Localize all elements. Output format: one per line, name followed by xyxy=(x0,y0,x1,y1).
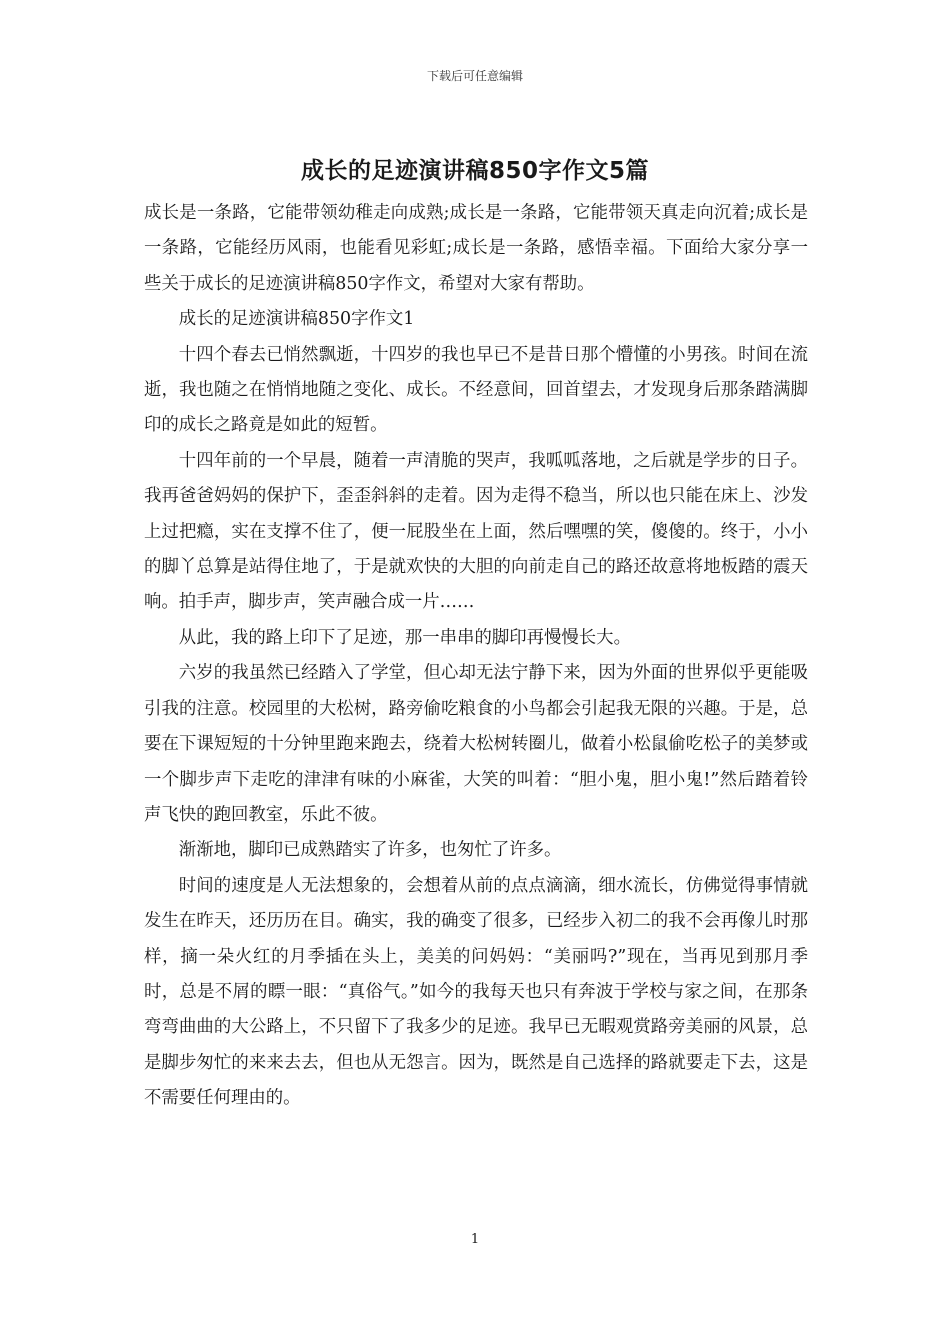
section-heading: 成长的足迹演讲稿850字作文1 xyxy=(178,309,415,330)
page-number: 1 xyxy=(470,1232,480,1247)
paragraph: 渐渐地，脚印已成熟踏实了许多，也匆忙了许多。 xyxy=(178,840,562,861)
paragraph: 时间的速度是人无法想象的，会想着从前的点点滴滴，细水流长，仿佛觉得事情就发生在昨天，还历历在目。确实，我的确变了很多，已经步入初二的我不会再像儿时那样，摘一朵火红的月季插在头上，美美的问妈妈：“美丽吗?”现在，当再见到那月季时，总是不屑的瞟一眼：“真俗气。”如今的我每天也只有奔波于学校与家之间，在那条弯弯曲曲的大公路上，不只留下了我多少的足迹。我早已无暇观赏路旁美丽的风景，总是脚步匆忙的来来去去，但也从无怨言。因为，既然是自己选择的路就要走下去，这是不需要任何理由的。 xyxy=(144,875,808,1109)
paragraph: 从此，我的路上印下了足迹，那一串串的脚印再慢慢长大。 xyxy=(178,627,631,648)
paragraph: 十四个春去已悄然飘逝，十四岁的我也早已不是昔日那个懵懂的小男孩。时间在流逝，我也随之在悄悄地随之变化、成长。不经意间，回首望去，才发现身后那条踏满脚印的成长之路竟是如此的短暂。 xyxy=(144,344,808,436)
document-body xyxy=(144,196,808,1117)
page-header-note: 下载后可任意编辑 xyxy=(426,69,523,83)
paragraph-intro: 成长是一条路，它能带领幼稚走向成熟;成长是一条路，它能带领天真走向沉着;成长是一条路，它能经历风雨，也能看见彩虹;成长是一条路，感悟幸福。下面给大家分享一些关于成长的足迹演讲稿850字作文，希望对大家有帮助。 xyxy=(144,203,808,294)
document-title: 成长的足迹演讲稿850字作文5篇 xyxy=(300,158,649,184)
paragraph: 六岁的我虽然已经踏入了学堂，但心却无法宁静下来，因为外面的世界似乎更能吸引我的注意。校园里的大松树，路旁偷吃粮食的小鸟都会引起我无限的兴趣。于是，总要在下课短短的十分钟里跑来跑去，绕着大松树转圈儿，做着小松鼠偷吃松子的美梦或一个脚步声下走吃的津津有味的小麻雀，大笑的叫着：“胆小鬼，胆小鬼!”然后踏着铃声飞快的跑回教室，乐此不彼。 xyxy=(144,663,808,825)
paragraph: 十四年前的一个早晨，随着一声清脆的哭声，我呱呱落地，之后就是学步的日子。我再爸爸妈妈的保护下，歪歪斜斜的走着。因为走得不稳当，所以也只能在床上、沙发上过把瘾，实在支撑不住了，便一屁股坐在上面，然后嘿嘿的笑，傻傻的。终于，小小的脚丫总算是站得住地了，于是就欢快的大胆的向前走自己的路还故意将地板踏的震天响。拍手声，脚步声，笑声融合成一片…… xyxy=(144,450,808,613)
